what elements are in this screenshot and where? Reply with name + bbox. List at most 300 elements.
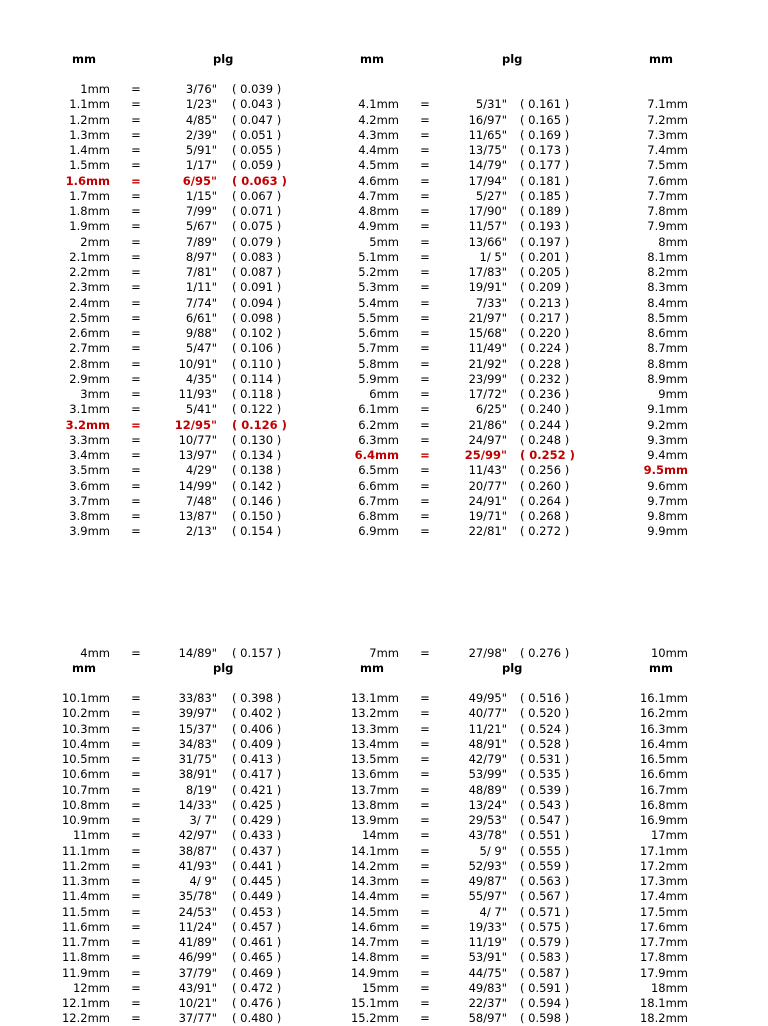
fraction-inches: 22/37" [468, 996, 507, 1010]
mm-value: 17.5mm [639, 904, 688, 919]
fraction-inches: 34/83" [178, 736, 217, 751]
decimal-inches: ( 0.098 ) [232, 310, 282, 325]
mm-value: 7.7mm [647, 188, 688, 203]
mm-value: 13.5mm [350, 752, 399, 766]
mm-value: 11.5mm [61, 904, 110, 919]
mm-value: 14.7mm [350, 935, 399, 949]
equals-sign: = [420, 219, 430, 234]
mm-value: 1.3mm [69, 127, 110, 142]
fraction-inches: 52/93" [468, 858, 507, 873]
mm-value: 14.8mm [350, 950, 399, 965]
equals-sign: = [131, 965, 141, 980]
table-row [0, 767, 768, 782]
mm-value: 7.5mm [647, 158, 688, 173]
equals-sign: = [131, 736, 141, 751]
decimal-inches: ( 0.543 ) [520, 797, 570, 812]
mm-value: 3.3mm [69, 432, 110, 447]
equals-sign: = [420, 402, 430, 417]
decimal-inches: ( 0.177 ) [520, 158, 570, 173]
decimal-inches: ( 0.260 ) [520, 478, 570, 493]
equals-sign: = [420, 341, 430, 356]
fraction-inches: 53/91" [468, 950, 507, 965]
mm-value: 6mm [369, 387, 399, 401]
mm-value: 11.8mm [61, 950, 110, 965]
equals-sign: = [420, 889, 430, 904]
equals-sign: = [131, 448, 141, 462]
decimal-inches: ( 0.417 ) [232, 767, 282, 782]
fraction-inches: 5/ 9" [479, 843, 507, 858]
mm-value: 16.4mm [639, 736, 688, 751]
fraction-inches: 13/66" [468, 234, 507, 249]
equals-sign: = [131, 935, 141, 949]
decimal-inches: ( 0.531 ) [520, 752, 570, 766]
decimal-inches: ( 0.520 ) [520, 706, 570, 721]
fraction-inches: 7/48" [185, 493, 217, 508]
decimal-inches: ( 0.551 ) [520, 828, 570, 843]
equals-sign: = [420, 996, 430, 1010]
equals-sign: = [420, 874, 430, 888]
mm-value: 10.2mm [61, 706, 110, 721]
equals-sign: = [420, 980, 430, 995]
equals-sign: = [131, 828, 141, 843]
equals-sign: = [420, 919, 430, 934]
fraction-inches: 11/24" [178, 919, 217, 934]
mm-value: 18.2mm [639, 1011, 688, 1026]
equals-sign: = [131, 797, 141, 812]
mm-value: 2.7mm [69, 341, 110, 356]
mm-value: 16.5mm [639, 752, 688, 766]
decimal-inches: ( 0.193 ) [520, 219, 570, 234]
mm-value: 7mm [369, 646, 399, 660]
equals-sign: = [131, 691, 141, 705]
decimal-inches: ( 0.252 ) [520, 448, 575, 462]
mm-value: 17.6mm [639, 919, 688, 934]
mm-value: 1.8mm [69, 204, 110, 218]
decimal-inches: ( 0.547 ) [520, 813, 570, 827]
table-row [0, 311, 768, 326]
equals-sign: = [131, 843, 141, 858]
fraction-inches: 11/43" [468, 463, 507, 478]
equals-sign: = [420, 265, 430, 279]
decimal-inches: ( 0.409 ) [232, 736, 282, 751]
table-row [0, 113, 768, 128]
fraction-inches: 37/79" [178, 965, 217, 980]
decimal-inches: ( 0.043 ) [232, 97, 282, 112]
decimal-inches: ( 0.571 ) [520, 904, 570, 919]
fraction-inches: 38/91" [178, 767, 217, 782]
mm-value: 9.8mm [647, 509, 688, 523]
decimal-inches: ( 0.071 ) [232, 204, 282, 218]
table-row [0, 752, 768, 767]
decimal-inches: ( 0.059 ) [232, 158, 282, 173]
fraction-inches: 10/77" [178, 432, 217, 447]
decimal-inches: ( 0.449 ) [232, 889, 282, 904]
decimal-inches: ( 0.480 ) [232, 1011, 282, 1026]
table-row [0, 265, 768, 280]
table-row [0, 966, 768, 981]
mm-value: 13.2mm [350, 706, 399, 721]
decimal-inches: ( 0.268 ) [520, 509, 570, 523]
equals-sign: = [131, 889, 141, 904]
mm-value: 11.3mm [61, 874, 110, 888]
fraction-inches: 49/95" [468, 691, 507, 705]
mm-value: 3.6mm [69, 478, 110, 493]
decimal-inches: ( 0.398 ) [232, 691, 282, 705]
fraction-inches: 5/31" [475, 97, 507, 112]
table-row [0, 341, 768, 356]
mm-value: 8.5mm [647, 310, 688, 325]
table-row [0, 950, 768, 965]
decimal-inches: ( 0.209 ) [520, 280, 570, 295]
mm-value: 11.6mm [61, 919, 110, 934]
mm-value: 7.3mm [647, 127, 688, 142]
fraction-inches: 20/77" [468, 478, 507, 493]
table-row [0, 463, 768, 478]
mm-value: 6.4mm [354, 448, 399, 462]
fraction-inches: 8/97" [185, 249, 217, 264]
decimal-inches: ( 0.228 ) [520, 356, 570, 371]
equals-sign: = [420, 950, 430, 965]
equals-sign: = [420, 432, 430, 447]
fraction-inches: 25/99" [464, 448, 507, 462]
mm-value: 7.2mm [647, 112, 688, 127]
fraction-inches: 5/27" [475, 188, 507, 203]
decimal-inches: ( 0.563 ) [520, 874, 570, 888]
decimal-inches: ( 0.445 ) [232, 874, 282, 888]
decimal-inches: ( 0.087 ) [232, 265, 282, 279]
decimal-inches: ( 0.189 ) [520, 204, 570, 218]
mm-value: 12mm [72, 980, 110, 995]
mm-value: 1.6mm [65, 173, 110, 188]
decimal-inches: ( 0.130 ) [232, 432, 282, 447]
equals-sign: = [420, 524, 430, 539]
fraction-inches: 3/76" [185, 82, 217, 96]
fraction-inches: 7/74" [185, 295, 217, 310]
fraction-inches: 5/67" [185, 219, 217, 234]
decimal-inches: ( 0.146 ) [232, 493, 282, 508]
decimal-inches: ( 0.075 ) [232, 219, 282, 234]
equals-sign: = [420, 356, 430, 371]
mm-value: 8mm [658, 234, 688, 249]
table-row [0, 372, 768, 387]
equals-sign: = [131, 387, 141, 401]
mm-value: 3.8mm [69, 509, 110, 523]
mm-value: 7.8mm [647, 204, 688, 218]
decimal-inches: ( 0.165 ) [520, 112, 570, 127]
decimal-inches: ( 0.256 ) [520, 463, 570, 478]
table-row [0, 189, 768, 204]
mm-value: 13.9mm [350, 813, 399, 827]
equals-sign: = [420, 858, 430, 873]
mm-value: 1mm [80, 82, 110, 96]
table-row [0, 737, 768, 752]
equals-sign: = [131, 432, 141, 447]
fraction-inches: 4/35" [185, 371, 217, 386]
decimal-inches: ( 0.461 ) [232, 935, 282, 949]
equals-sign: = [131, 767, 141, 782]
mm-value: 10.9mm [61, 813, 110, 827]
fraction-inches: 38/87" [178, 843, 217, 858]
mm-value: 9.5mm [643, 463, 688, 478]
fraction-inches: 6/25" [475, 402, 507, 417]
mm-value: 1.4mm [69, 143, 110, 157]
decimal-inches: ( 0.524 ) [520, 721, 570, 736]
table-row [0, 250, 768, 265]
equals-sign: = [420, 509, 430, 523]
mm-value: 6.7mm [358, 493, 399, 508]
fraction-inches: 13/75" [468, 143, 507, 157]
fraction-inches: 21/92" [468, 356, 507, 371]
fraction-inches: 43/91" [178, 980, 217, 995]
equals-sign: = [131, 950, 141, 965]
mm-value: 1.9mm [69, 219, 110, 234]
table-row [0, 874, 768, 889]
mm-value: 3.7mm [69, 493, 110, 508]
decimal-inches: ( 0.465 ) [232, 950, 282, 965]
equals-sign: = [420, 797, 430, 812]
mm-value: 2.2mm [69, 265, 110, 279]
equals-sign: = [131, 97, 141, 112]
fraction-inches: 24/91" [468, 493, 507, 508]
fraction-inches: 13/97" [178, 448, 217, 462]
equals-sign: = [131, 158, 141, 173]
mm-value: 11.4mm [61, 889, 110, 904]
fraction-inches: 12/95" [174, 417, 217, 432]
mm-value: 5.3mm [358, 280, 399, 295]
table-row [0, 296, 768, 311]
equals-sign: = [131, 173, 141, 188]
decimal-inches: ( 0.224 ) [520, 341, 570, 356]
table-row [0, 509, 768, 524]
fraction-inches: 49/83" [468, 980, 507, 995]
decimal-inches: ( 0.244 ) [520, 417, 570, 432]
mm-value: 8.9mm [647, 371, 688, 386]
decimal-inches: ( 0.248 ) [520, 432, 570, 447]
decimal-inches: ( 0.079 ) [232, 234, 282, 249]
equals-sign: = [131, 904, 141, 919]
fraction-inches: 8/19" [185, 782, 217, 797]
equals-sign: = [420, 782, 430, 797]
equals-sign: = [131, 721, 141, 736]
equals-sign: = [420, 204, 430, 218]
decimal-inches: ( 0.157 ) [232, 646, 282, 660]
table-row [0, 219, 768, 234]
mm-value: 16.7mm [639, 782, 688, 797]
mm-value: 10.8mm [61, 797, 110, 812]
mm-value: 13.6mm [350, 767, 399, 782]
fraction-inches: 55/97" [468, 889, 507, 904]
table-row [0, 128, 768, 143]
table-row [0, 235, 768, 250]
mm-value: 10.3mm [61, 721, 110, 736]
header-plg-2: plg [502, 52, 523, 66]
fraction-inches: 15/37" [178, 721, 217, 736]
mm-value: 9.2mm [647, 417, 688, 432]
mm-value: 4.4mm [358, 143, 399, 157]
fraction-inches: 16/97" [468, 112, 507, 127]
decimal-inches: ( 0.201 ) [520, 249, 570, 264]
mm-value: 13.4mm [350, 736, 399, 751]
equals-sign: = [420, 97, 430, 112]
equals-sign: = [131, 858, 141, 873]
decimal-inches: ( 0.272 ) [520, 524, 570, 539]
fraction-inches: 21/97" [468, 310, 507, 325]
fraction-inches: 11/21" [468, 721, 507, 736]
equals-sign: = [131, 127, 141, 142]
header-mm-2: mm [360, 661, 384, 675]
mm-value: 2.1mm [69, 249, 110, 264]
fraction-inches: 27/98" [468, 646, 507, 660]
decimal-inches: ( 0.516 ) [520, 691, 570, 705]
mm-value: 16.1mm [639, 691, 688, 705]
equals-sign: = [131, 980, 141, 995]
fraction-inches: 43/78" [468, 828, 507, 843]
mm-value: 10.5mm [61, 752, 110, 766]
decimal-inches: ( 0.110 ) [232, 356, 282, 371]
mm-value: 2mm [80, 234, 110, 249]
equals-sign: = [131, 706, 141, 721]
decimal-inches: ( 0.555 ) [520, 843, 570, 858]
decimal-inches: ( 0.047 ) [232, 112, 282, 127]
fraction-inches: 41/89" [178, 935, 217, 949]
equals-sign: = [131, 478, 141, 493]
equals-sign: = [420, 767, 430, 782]
table-row [0, 706, 768, 721]
mm-value: 9.3mm [647, 432, 688, 447]
decimal-inches: ( 0.114 ) [232, 371, 282, 386]
mm-value: 1.7mm [69, 188, 110, 203]
equals-sign: = [420, 646, 430, 660]
fraction-inches: 3/ 7" [189, 813, 217, 827]
mm-value: 10.6mm [61, 767, 110, 782]
header-plg-1: plg [213, 661, 234, 675]
mm-value: 6.1mm [358, 402, 399, 417]
mm-value: 8.2mm [647, 265, 688, 279]
decimal-inches: ( 0.185 ) [520, 188, 570, 203]
fraction-inches: 7/81" [185, 265, 217, 279]
decimal-inches: ( 0.579 ) [520, 935, 570, 949]
mm-value: 5.4mm [358, 295, 399, 310]
mm-value: 4.2mm [358, 112, 399, 127]
decimal-inches: ( 0.598 ) [520, 1011, 570, 1026]
decimal-inches: ( 0.173 ) [520, 143, 570, 157]
fraction-inches: 11/93" [178, 387, 217, 401]
equals-sign: = [131, 82, 141, 96]
mm-value: 4.3mm [358, 127, 399, 142]
mm-value: 14.9mm [350, 965, 399, 980]
fraction-inches: 29/53" [468, 813, 507, 827]
table-row [0, 996, 768, 1011]
table-row [0, 143, 768, 158]
equals-sign: = [420, 904, 430, 919]
decimal-inches: ( 0.472 ) [232, 980, 282, 995]
equals-sign: = [131, 188, 141, 203]
mm-value: 18mm [650, 980, 688, 995]
equals-sign: = [420, 493, 430, 508]
decimal-inches: ( 0.528 ) [520, 736, 570, 751]
fraction-inches: 1/15" [185, 188, 217, 203]
equals-sign: = [131, 463, 141, 478]
fraction-inches: 19/91" [468, 280, 507, 295]
table-row [0, 280, 768, 295]
equals-sign: = [420, 173, 430, 188]
mm-value: 17.1mm [639, 843, 688, 858]
mm-value: 7.9mm [647, 219, 688, 234]
decimal-inches: ( 0.102 ) [232, 326, 282, 340]
decimal-inches: ( 0.197 ) [520, 234, 570, 249]
mm-value: 3.4mm [69, 448, 110, 462]
equals-sign: = [420, 280, 430, 295]
table-row [0, 448, 768, 463]
equals-sign: = [420, 935, 430, 949]
table-row [0, 204, 768, 219]
fraction-inches: 40/77" [468, 706, 507, 721]
table-row [0, 97, 768, 112]
decimal-inches: ( 0.457 ) [232, 919, 282, 934]
equals-sign: = [131, 813, 141, 827]
equals-sign: = [420, 1011, 430, 1026]
fraction-inches: 14/33" [178, 797, 217, 812]
fraction-inches: 23/99" [468, 371, 507, 386]
header-mm-3: mm [649, 661, 673, 675]
table-row [0, 691, 768, 706]
mm-value: 14.6mm [350, 919, 399, 934]
decimal-inches: ( 0.051 ) [232, 127, 282, 142]
equals-sign: = [131, 219, 141, 234]
decimal-inches: ( 0.039 ) [232, 82, 282, 96]
mm-value: 4.9mm [358, 219, 399, 234]
equals-sign: = [131, 249, 141, 264]
table-row [0, 646, 768, 661]
decimal-inches: ( 0.240 ) [520, 402, 570, 417]
decimal-inches: ( 0.091 ) [232, 280, 282, 295]
equals-sign: = [131, 112, 141, 127]
header-mm-2: mm [360, 52, 384, 66]
mm-value: 8.3mm [647, 280, 688, 295]
decimal-inches: ( 0.232 ) [520, 371, 570, 386]
decimal-inches: ( 0.150 ) [232, 509, 282, 523]
fraction-inches: 21/86" [468, 417, 507, 432]
decimal-inches: ( 0.181 ) [520, 173, 570, 188]
equals-sign: = [131, 509, 141, 523]
mm-value: 14.5mm [350, 904, 399, 919]
mm-value: 17mm [650, 828, 688, 843]
mm-value: 13.1mm [350, 691, 399, 705]
decimal-inches: ( 0.067 ) [232, 188, 282, 203]
decimal-inches: ( 0.575 ) [520, 919, 570, 934]
mm-value: 6.6mm [358, 478, 399, 493]
equals-sign: = [131, 234, 141, 249]
mm-value: 8.4mm [647, 295, 688, 310]
equals-sign: = [420, 463, 430, 478]
decimal-inches: ( 0.413 ) [232, 752, 282, 766]
table-row [0, 981, 768, 996]
decimal-inches: ( 0.063 ) [232, 173, 287, 188]
fraction-inches: 13/87" [178, 509, 217, 523]
header-mm-1: mm [72, 52, 96, 66]
decimal-inches: ( 0.429 ) [232, 813, 282, 827]
equals-sign: = [131, 417, 141, 432]
equals-sign: = [131, 371, 141, 386]
fraction-inches: 7/89" [185, 234, 217, 249]
fraction-inches: 4/ 9" [189, 874, 217, 888]
mm-value: 5mm [369, 234, 399, 249]
fraction-inches: 11/57" [468, 219, 507, 234]
equals-sign: = [131, 265, 141, 279]
header-mm-1: mm [72, 661, 96, 675]
decimal-inches: ( 0.134 ) [232, 448, 282, 462]
decimal-inches: ( 0.138 ) [232, 463, 282, 478]
